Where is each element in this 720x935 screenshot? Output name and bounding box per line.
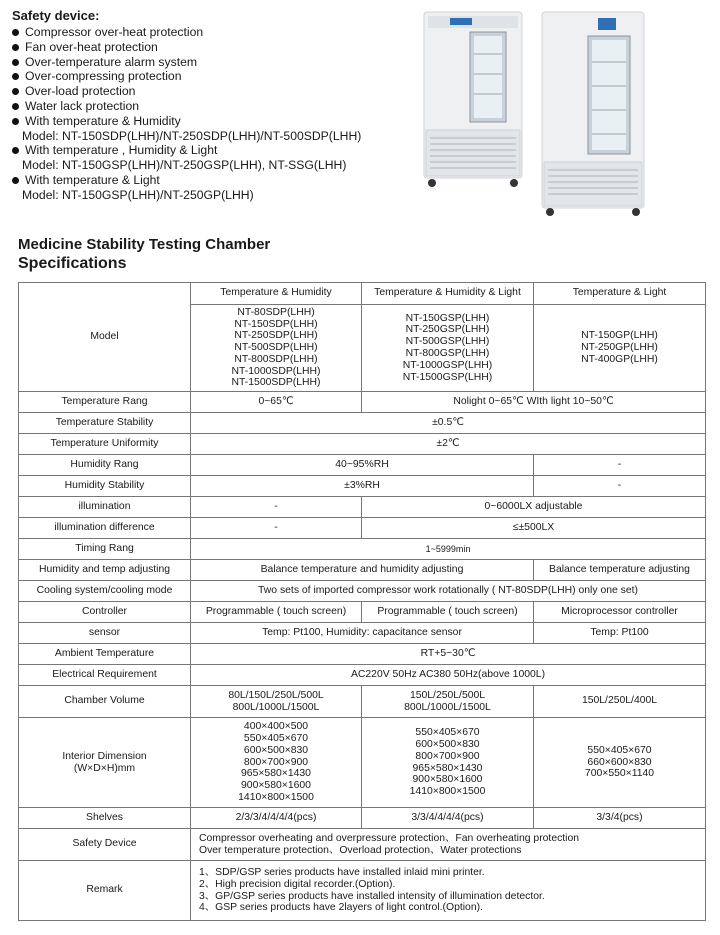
safety-list: [12, 143, 402, 158]
row-label: [19, 718, 191, 808]
table-cell: [362, 718, 534, 808]
row-label: illumination difference: [19, 518, 191, 539]
table-cell: 40~95%RH: [191, 455, 534, 476]
model-item: NT-80SDP(LHH): [237, 306, 315, 318]
model-item: NT-150SDP(LHH): [234, 318, 318, 330]
cell-line: Over temperature protection、Overload protection、Water protections: [199, 844, 522, 856]
model-item: NT-150GSP(LHH): [405, 312, 490, 324]
safety-device-section: [12, 8, 402, 203]
cell-line: 800L/1000L/1500L: [232, 701, 320, 713]
row-label: Temperature Uniformity: [19, 434, 191, 455]
list-item: [12, 143, 402, 158]
table-row: [19, 283, 706, 305]
table-cell: 150L/250L/400L: [534, 686, 706, 718]
list-item: [12, 84, 402, 99]
model-line: Model: NT-150SDP(LHH)/NT-250SDP(LHH)/NT-500SDP(LHH): [22, 128, 362, 143]
cell-line: 600×500×830: [243, 744, 309, 756]
product-photo: [418, 8, 650, 218]
model-item: NT-800GSP(LHH): [405, 348, 490, 359]
table-cell: [534, 718, 706, 808]
table-row: [19, 861, 706, 921]
model-list: [534, 305, 706, 392]
table-cell: 3/3/4/4/4/4(pcs): [362, 808, 534, 829]
table-cell: 0~6000LX adjustable: [362, 497, 706, 518]
model-item: NT-1000SDP(LHH): [231, 365, 321, 377]
model-item: NT-1000GSP(LHH): [402, 359, 493, 371]
list-item: [12, 40, 402, 55]
table-cell: -: [191, 518, 362, 539]
row-label: Ambient Temperature: [19, 644, 191, 665]
table-row: [19, 808, 706, 829]
table-row: [19, 560, 706, 581]
table-cell: Programmable ( touch screen): [362, 602, 534, 623]
table-row: [19, 434, 706, 455]
list-item: [12, 55, 402, 70]
table-row: [19, 476, 706, 497]
page-subtitle: Specifications: [18, 255, 127, 272]
table-cell: 2/3/3/4/4/4/4(pcs): [191, 808, 362, 829]
model-item: NT-1500SDP(LHH): [231, 377, 321, 389]
model-item: NT-250SDP(LHH): [234, 330, 318, 342]
column-header: Temperature & Humidity & Light: [362, 283, 534, 305]
table-row: [19, 718, 706, 808]
table-cell: Temp: Pt100, Humidity: capacitance sensor: [191, 623, 534, 644]
model-list: [362, 305, 534, 392]
table-cell: RT+5~30℃: [191, 644, 706, 665]
model-item: NT-150GP(LHH): [581, 330, 658, 342]
table-cell: Balance temperature adjusting: [534, 560, 706, 581]
table-cell: [191, 686, 362, 718]
cell-line: 800×700×900: [243, 756, 309, 768]
model-item: NT-500GSP(LHH): [405, 336, 490, 348]
row-label: Humidity Rang: [19, 455, 191, 476]
row-label: Electrical Requirement: [19, 665, 191, 686]
row-label: Humidity and temp adjusting: [19, 560, 191, 581]
row-label: Model: [19, 283, 191, 392]
row-label: Remark: [19, 861, 191, 921]
table-cell: [191, 718, 362, 808]
list-item-text: Over-compressing protection: [25, 69, 182, 84]
row-label: Chamber Volume: [19, 686, 191, 718]
row-label: Safety Device: [19, 829, 191, 861]
page-title: Medicine Stability Testing Chamber: [18, 236, 271, 253]
cell-line: 900×580×1600: [241, 780, 311, 792]
table-row: [19, 602, 706, 623]
cell-line: 900×580×1600: [412, 774, 483, 786]
table-cell: 1~5999min: [191, 539, 706, 560]
chamber-right-image: [542, 12, 644, 216]
list-item-text: With temperature , Humidity & Light: [25, 143, 218, 158]
bullet-icon: [12, 29, 19, 36]
list-item-text: Over-temperature alarm system: [25, 54, 198, 69]
bullet-icon: [12, 177, 19, 184]
row-label: Shelves: [19, 808, 191, 829]
list-item-text: Fan over-heat protection: [25, 39, 158, 54]
table-cell: Programmable ( touch screen): [191, 602, 362, 623]
table-cell: 3/3/4(pcs): [534, 808, 706, 829]
list-item: [12, 69, 402, 84]
table-cell: Microprocessor controller: [534, 602, 706, 623]
table-row: [19, 686, 706, 718]
table-cell: ±3%RH: [191, 476, 534, 497]
table-cell: Temp: Pt100: [534, 623, 706, 644]
chamber-left-image: [424, 12, 522, 187]
cell-line: 150L/250L/500L: [409, 689, 486, 701]
table-cell: -: [534, 455, 706, 476]
table-row: [19, 539, 706, 560]
bullet-icon: [12, 59, 19, 66]
bullet-icon: [12, 88, 19, 95]
table-cell: Balance temperature and humidity adjusting: [191, 560, 534, 581]
bullet-icon: [12, 147, 19, 154]
column-header: Temperature & Light: [534, 283, 706, 305]
model-item: NT-500SDP(LHH): [234, 342, 318, 354]
list-item: [12, 25, 402, 40]
table-cell: AC220V 50Hz AC380 50Hz(above 1000L): [191, 665, 706, 686]
list-item: [12, 99, 402, 114]
table-row: [19, 413, 706, 434]
model-item: NT-250GP(LHH): [581, 342, 658, 354]
bullet-icon: [12, 44, 19, 51]
list-item-text: Over-load protection: [25, 84, 136, 99]
model-item: NT-400GP(LHH): [581, 353, 658, 365]
list-item-text: Compressor over-heat protection: [25, 25, 204, 39]
cell-line: Interior Dimension: [62, 750, 147, 762]
cell-line: 550×405×670: [415, 727, 480, 739]
row-label: Humidity Stability: [19, 476, 191, 497]
list-item: [12, 114, 402, 129]
cell-line: 3、GP/GSP series products have installed intensity of illumination detector.: [199, 890, 545, 902]
table-row: [19, 497, 706, 518]
model-item: NT-1500GSP(LHH): [402, 371, 493, 383]
table-cell: [191, 861, 706, 921]
list-item-text: With temperature & Humidity: [25, 113, 181, 128]
row-label: illumination: [19, 497, 191, 518]
cell-line: 965×580×1430: [241, 768, 311, 780]
list-item: [12, 173, 402, 188]
table-row: [19, 455, 706, 476]
cell-line: 550×405×670: [587, 744, 652, 756]
cell-line: 800×700×900: [415, 750, 480, 762]
list-item-text: Water lack protection: [25, 98, 140, 113]
cell-line: 965×580×1430: [412, 762, 483, 774]
model-line: Model: NT-150GSP(LHH)/NT-250GP(LHH): [22, 187, 254, 202]
row-label: Temperature Stability: [19, 413, 191, 434]
table-cell: 0~65℃: [191, 392, 362, 413]
list-item-text: With temperature & Light: [25, 172, 160, 187]
cell-line: Compressor overheating and overpressure protection、Fan overheating protection: [199, 832, 580, 844]
bullet-icon: [12, 73, 19, 80]
table-cell: -: [534, 476, 706, 497]
safety-title: Safety device:: [12, 8, 100, 23]
row-label: Temperature Rang: [19, 392, 191, 413]
safety-list: [12, 173, 402, 188]
cell-line: 2、High precision digital recorder.(Option).: [199, 878, 396, 890]
table-row: [19, 665, 706, 686]
row-label: sensor: [19, 623, 191, 644]
cell-line: 660×600×830: [587, 756, 652, 768]
cell-line: 80L/150L/250L/500L: [228, 689, 324, 701]
table-row: [19, 829, 706, 861]
column-header: Temperature & Humidity: [191, 283, 362, 305]
row-label: Cooling system/cooling mode: [19, 581, 191, 602]
cell-line: 1、SDP/GSP series products have installed inlaid mini printer.: [199, 866, 485, 878]
table-cell: [191, 829, 706, 861]
table-cell: ≤±500LX: [362, 518, 706, 539]
safety-list: [12, 25, 402, 129]
bullet-icon: [12, 103, 19, 110]
model-item: NT-800SDP(LHH): [234, 353, 318, 365]
cell-line: 550×405×670: [243, 733, 309, 744]
cell-line: (W×D×H)mm: [73, 762, 136, 774]
cell-line: 1410×800×1500: [238, 791, 314, 803]
table-cell: Nolight 0~65℃ WIth light 10~50℃: [362, 392, 706, 413]
model-item: NT-250GSP(LHH): [405, 324, 490, 336]
table-cell: -: [191, 497, 362, 518]
cell-line: 600×500×830: [415, 738, 480, 750]
table-cell: Two sets of imported compressor work rotationally ( NT-80SDP(LHH) only one set): [191, 581, 706, 602]
table-row: [19, 392, 706, 413]
cell-line: 800L/1000L/1500L: [404, 701, 491, 713]
cell-line: 4、GSP series products have 2layers of light control.(Option).: [199, 902, 483, 914]
specifications-table: [18, 282, 706, 921]
table-row: [19, 644, 706, 665]
cell-line: 1410×800×1500: [409, 786, 486, 798]
table-cell: ±0.5℃: [191, 413, 706, 434]
table-cell: ±2℃: [191, 434, 706, 455]
table-row: [19, 623, 706, 644]
cell-line: 700×550×1140: [584, 768, 655, 780]
model-list: [191, 305, 362, 392]
row-label: Controller: [19, 602, 191, 623]
cell-line: 400×400×500: [243, 721, 309, 733]
table-row: [19, 581, 706, 602]
bullet-icon: [12, 118, 19, 125]
row-label: Timing Rang: [19, 539, 191, 560]
model-line: Model: NT-150GSP(LHH)/NT-250GSP(LHH), NT-SSG(LHH): [22, 158, 347, 173]
titles-block: [18, 236, 270, 274]
table-cell: [362, 686, 534, 718]
table-row: [19, 518, 706, 539]
